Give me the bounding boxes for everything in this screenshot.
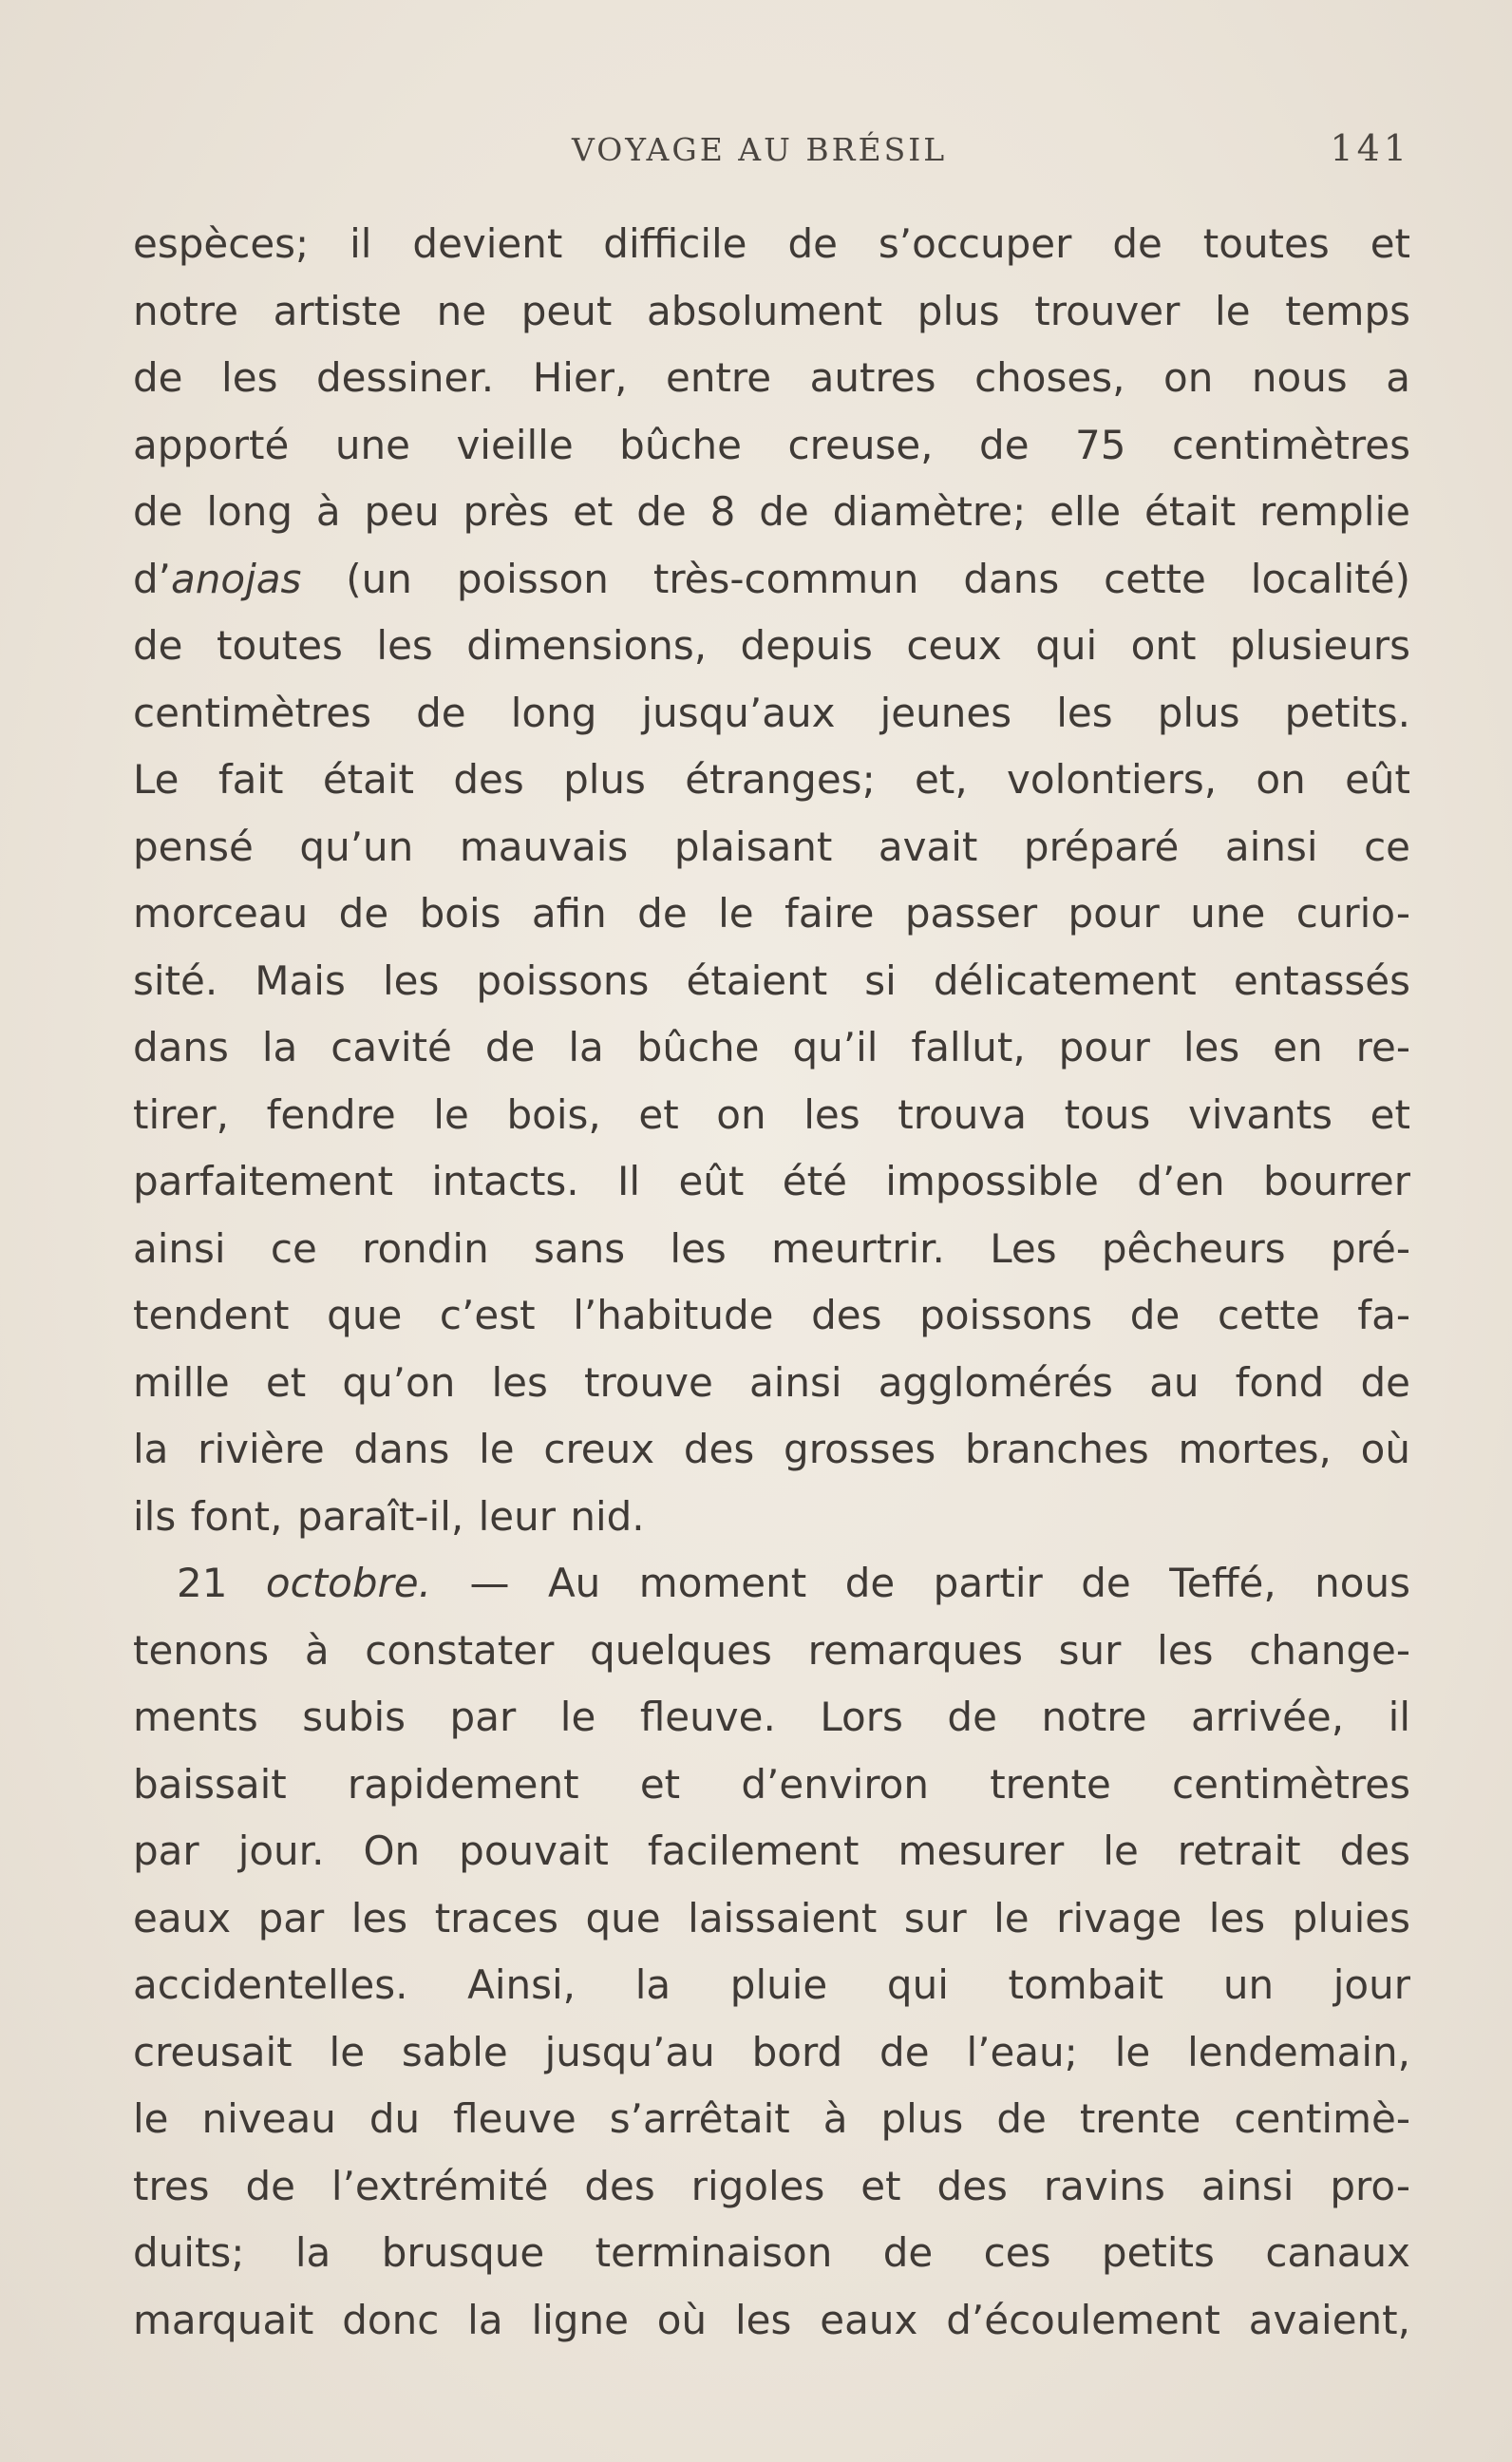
text-line: mille et qu’on les trouve ainsi agglomérés au fond de xyxy=(133,1358,1410,1406)
date-number: 21 xyxy=(177,1560,266,1606)
text-line: accidentelles. Ainsi, la pluie qui tombait un jour xyxy=(133,1961,1410,2008)
running-title: VOYAGE AU BRÉSIL xyxy=(572,131,948,168)
text-line: tres de l’extrémité des rigoles et des ravins ainsi pro- xyxy=(133,2162,1410,2209)
text-line xyxy=(133,1550,1410,1618)
page-number: 141 xyxy=(1330,127,1410,169)
text-line xyxy=(133,546,1410,614)
paragraph-2 xyxy=(133,1550,1410,2354)
text-line: par jour. On pouvait facilement mesurer le retrait des xyxy=(133,1828,1410,1874)
text-line: ils font, paraît-il, leur nid. xyxy=(133,1492,645,1540)
text-line: apporté une vieille bûche creuse, de 75 centimètres xyxy=(133,421,1410,468)
text-fragment: d’ xyxy=(133,555,172,602)
text-line: pensé qu’un mauvais plaisant avait préparé ainsi ce xyxy=(133,823,1410,870)
text-line: ainsi ce rondin sans les meurtrir. Les pêcheurs pré- xyxy=(133,1224,1410,1272)
text-line: baissait rapidement et d’environ trente centimètres xyxy=(133,1760,1410,1808)
paragraph-1 xyxy=(133,211,1410,1550)
text-line: tendent que c’est l’habitude des poissons de cette fa- xyxy=(133,1292,1410,1338)
text-fragment: — Au moment de partir de Teffé, nous xyxy=(431,1560,1410,1606)
text-line: de toutes les dimensions, depuis ceux qui ont plusieurs xyxy=(133,622,1410,669)
italic-term: anojas xyxy=(171,555,302,602)
text-line: marquait donc la ligne où les eaux d’écoulement avaient, xyxy=(133,2296,1410,2343)
text-line: de les dessiner. Hier, entre autres choses, on nous a xyxy=(133,354,1410,401)
italic-date: octobre. xyxy=(265,1560,431,1606)
text-line: eaux par les traces que laissaient sur le rivage les pluies xyxy=(133,1894,1410,1941)
text-line: ments subis par le fleuve. Lors de notre arrivée, il xyxy=(133,1694,1410,1740)
text-line: tirer, fendre le bois, et on les trouva tous vivants et xyxy=(133,1090,1410,1138)
text-line: duits; la brusque terminaison de ces petits canaux xyxy=(133,2229,1410,2276)
text-line: morceau de bois afin de le faire passer pour une curio- xyxy=(133,890,1410,937)
text-line: Le fait était des plus étranges; et, volontiers, on eût xyxy=(133,756,1410,803)
text-line: creusait le sable jusqu’au bord de l’eau; le lendemain, xyxy=(133,2028,1410,2075)
page-header xyxy=(133,125,1410,173)
text-line: dans la cavité de la bûche qu’il fallut, pour les en re- xyxy=(133,1024,1410,1070)
text-line: espèces; il devient difficile de s’occuper de toutes et xyxy=(133,220,1410,267)
text-line: le niveau du fleuve s’arrêtait à plus de trente centimè- xyxy=(133,2095,1410,2142)
text-line: de long à peu près et de 8 de diamètre; elle était remplie xyxy=(133,488,1410,535)
text-line: sité. Mais les poissons étaient si délicatement entassés xyxy=(133,956,1410,1004)
text-line: centimètres de long jusqu’aux jeunes les plus petits. xyxy=(133,689,1410,736)
text-line: notre artiste ne peut absolument plus trouver le temps xyxy=(133,287,1410,334)
text-line: la rivière dans le creux des grosses branches mortes, où xyxy=(133,1426,1410,1472)
body-text xyxy=(133,211,1410,2354)
text-line: parfaitement intacts. Il eût été impossible d’en bourrer xyxy=(133,1158,1410,1204)
text-line: tenons à constater quelques remarques sur les change- xyxy=(133,1626,1410,1674)
text-fragment: (un poisson très-commun dans cette localité) xyxy=(301,555,1410,602)
